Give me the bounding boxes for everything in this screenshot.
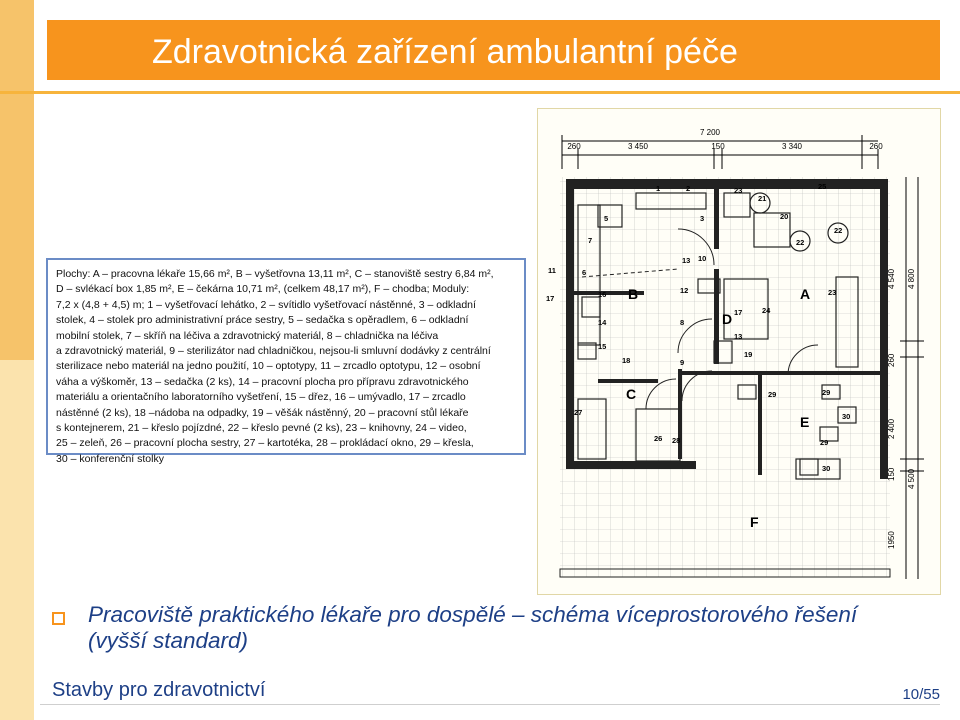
legend-box — [46, 258, 526, 465]
item-number: 13 — [734, 332, 743, 341]
room-label: A — [800, 286, 811, 302]
dim-top-3: 150 — [711, 142, 725, 151]
dim-right-3: 260 — [887, 353, 896, 367]
item-number: 16 — [598, 290, 607, 299]
item-number: 10 — [698, 254, 707, 263]
title-underline — [0, 91, 960, 94]
item-number: 11 — [548, 266, 556, 275]
room-label: B — [628, 286, 639, 302]
item-number: 30 — [842, 412, 851, 421]
legend-line: 30 – konferenční stolky — [56, 452, 164, 465]
item-number: 2 — [686, 184, 691, 193]
item-number: 29 — [820, 438, 829, 447]
left-accent-bar-bottom — [0, 360, 34, 720]
item-number: 9 — [680, 358, 685, 367]
item-number: 29 — [768, 390, 777, 399]
footer-divider — [40, 704, 940, 705]
caption — [88, 602, 928, 654]
legend-line: D – svlékací box 1,85 m², E – čekárna 10,71 m², (celkem 48,17 m²), F – chodba; Moduly: — [56, 283, 470, 296]
item-number: 3 — [700, 214, 705, 223]
legend-line: 7,2 x (4,8 + 4,5) m; 1 – vyšetřovací lehátko, 2 – svítidlo vyšetřovací nástěnné, 3 – odkladní — [56, 298, 476, 311]
dim-right-5: 150 — [887, 467, 896, 481]
item-number: 22 — [796, 238, 805, 247]
page-number: 10/55 — [902, 686, 940, 703]
item-number: 13 — [682, 256, 691, 265]
item-number: 7 — [588, 236, 593, 245]
dim-right-2: 4 800 — [907, 268, 916, 289]
room-label: C — [626, 386, 637, 402]
dim-right-1: 4 540 — [887, 268, 896, 289]
legend-line: Plochy: A – pracovna lékaře 15,66 m², B – vyšetřovna 13,11 m², C – stanoviště sestry 6,84 m², — [56, 268, 494, 280]
item-number: 14 — [598, 318, 607, 327]
item-number: 17 — [546, 294, 555, 303]
item-number: 22 — [834, 226, 843, 235]
item-number: 26 — [654, 434, 663, 443]
legend-line: s kontejnerem, 21 – křeslo pojízdné, 22 – křeslo pevné (2 ks), 23 – knihovny, 24 – video, — [56, 422, 467, 435]
dim-top-5: 260 — [869, 142, 883, 151]
legend-line: váha a výškoměr, 13 – sedačka (2 ks), 14 – pracovní plocha pro přípravu zdravotnického — [56, 375, 469, 388]
caption-line-2: (vyšší standard) — [88, 628, 249, 653]
item-number: 5 — [604, 214, 609, 223]
room-label: F — [750, 514, 759, 530]
dim-top-2: 3 450 — [627, 142, 649, 151]
left-accent-bar — [0, 0, 34, 720]
legend-line: sterilizace nebo materiál na jedno použití, 10 – optotypy, 11 – zrcadlo optotypu, 12 – osobní — [56, 360, 481, 373]
item-number: 23 — [734, 186, 743, 195]
item-number: 19 — [744, 350, 753, 359]
item-number: 21 — [758, 194, 767, 203]
left-accent-bar-top — [0, 0, 34, 360]
legend-line: materiálu a orientačního laboratorního vyšetření, 15 – dřez, 16 – umývadlo, 17 – zrcadlo — [56, 391, 466, 404]
item-number: 12 — [680, 286, 689, 295]
item-number: 23 — [828, 288, 837, 297]
item-number: 27 — [574, 408, 583, 417]
dim-top-total: 7 200 — [699, 128, 721, 137]
dim-right-7: 1950 — [887, 531, 896, 549]
item-number: 24 — [762, 306, 771, 315]
room-label: D — [722, 311, 733, 327]
legend-line: stolek, 4 – stolek pro administrativní práce sestry, 5 – sedačka s opěradlem, 6 – odkladní — [56, 314, 469, 327]
item-number: 6 — [582, 268, 587, 277]
floor-plan — [537, 108, 941, 595]
dim-right-6: 4 500 — [907, 468, 916, 489]
room-label: E — [800, 414, 810, 430]
item-number: 30 — [822, 464, 831, 473]
slide-title: Zdravotnická zařízení ambulantní péče — [152, 33, 738, 71]
item-number: 29 — [822, 388, 831, 397]
floor-plan-drawing — [538, 109, 940, 594]
footer-title: Stavby pro zdravotnictví — [52, 679, 266, 701]
item-number: 25 — [818, 182, 827, 191]
item-number: 20 — [780, 212, 789, 221]
legend-line: a zdravotnický materiál, 9 – sterilizátor nad chladničkou, nejsou-li smluvní dodávky z centrální — [56, 345, 491, 358]
legend-line: nástěnné (2 ks), 18 –nádoba na odpadky, 19 – věšák nástěnný, 20 – pracovní stůl lékaře — [56, 406, 469, 419]
item-number: 17 — [734, 308, 743, 317]
item-number: 18 — [622, 356, 631, 365]
item-number: 8 — [680, 318, 685, 327]
legend-line: mobilní stolek, 7 – skříň na léčiva a zdravotnický materiál, 8 – chladnička na léčiva — [56, 329, 439, 342]
dim-top-4: 3 340 — [781, 142, 803, 151]
bullet-icon — [52, 612, 65, 625]
item-number: 15 — [598, 342, 607, 351]
caption-line-1: Pracoviště praktického lékaře pro dospělé – schéma víceprostorového řešení — [88, 602, 858, 627]
item-number: 1 — [656, 184, 661, 193]
plan-grid — [560, 177, 890, 577]
dim-right-4: 2 400 — [887, 418, 896, 439]
legend-line: 25 – zeleň, 26 – pracovní plocha sestry, 27 – kartotéka, 28 – prokládací okno, 29 – křesla, — [56, 437, 474, 450]
item-number: 28 — [672, 436, 681, 445]
dim-top-1: 260 — [567, 142, 581, 151]
